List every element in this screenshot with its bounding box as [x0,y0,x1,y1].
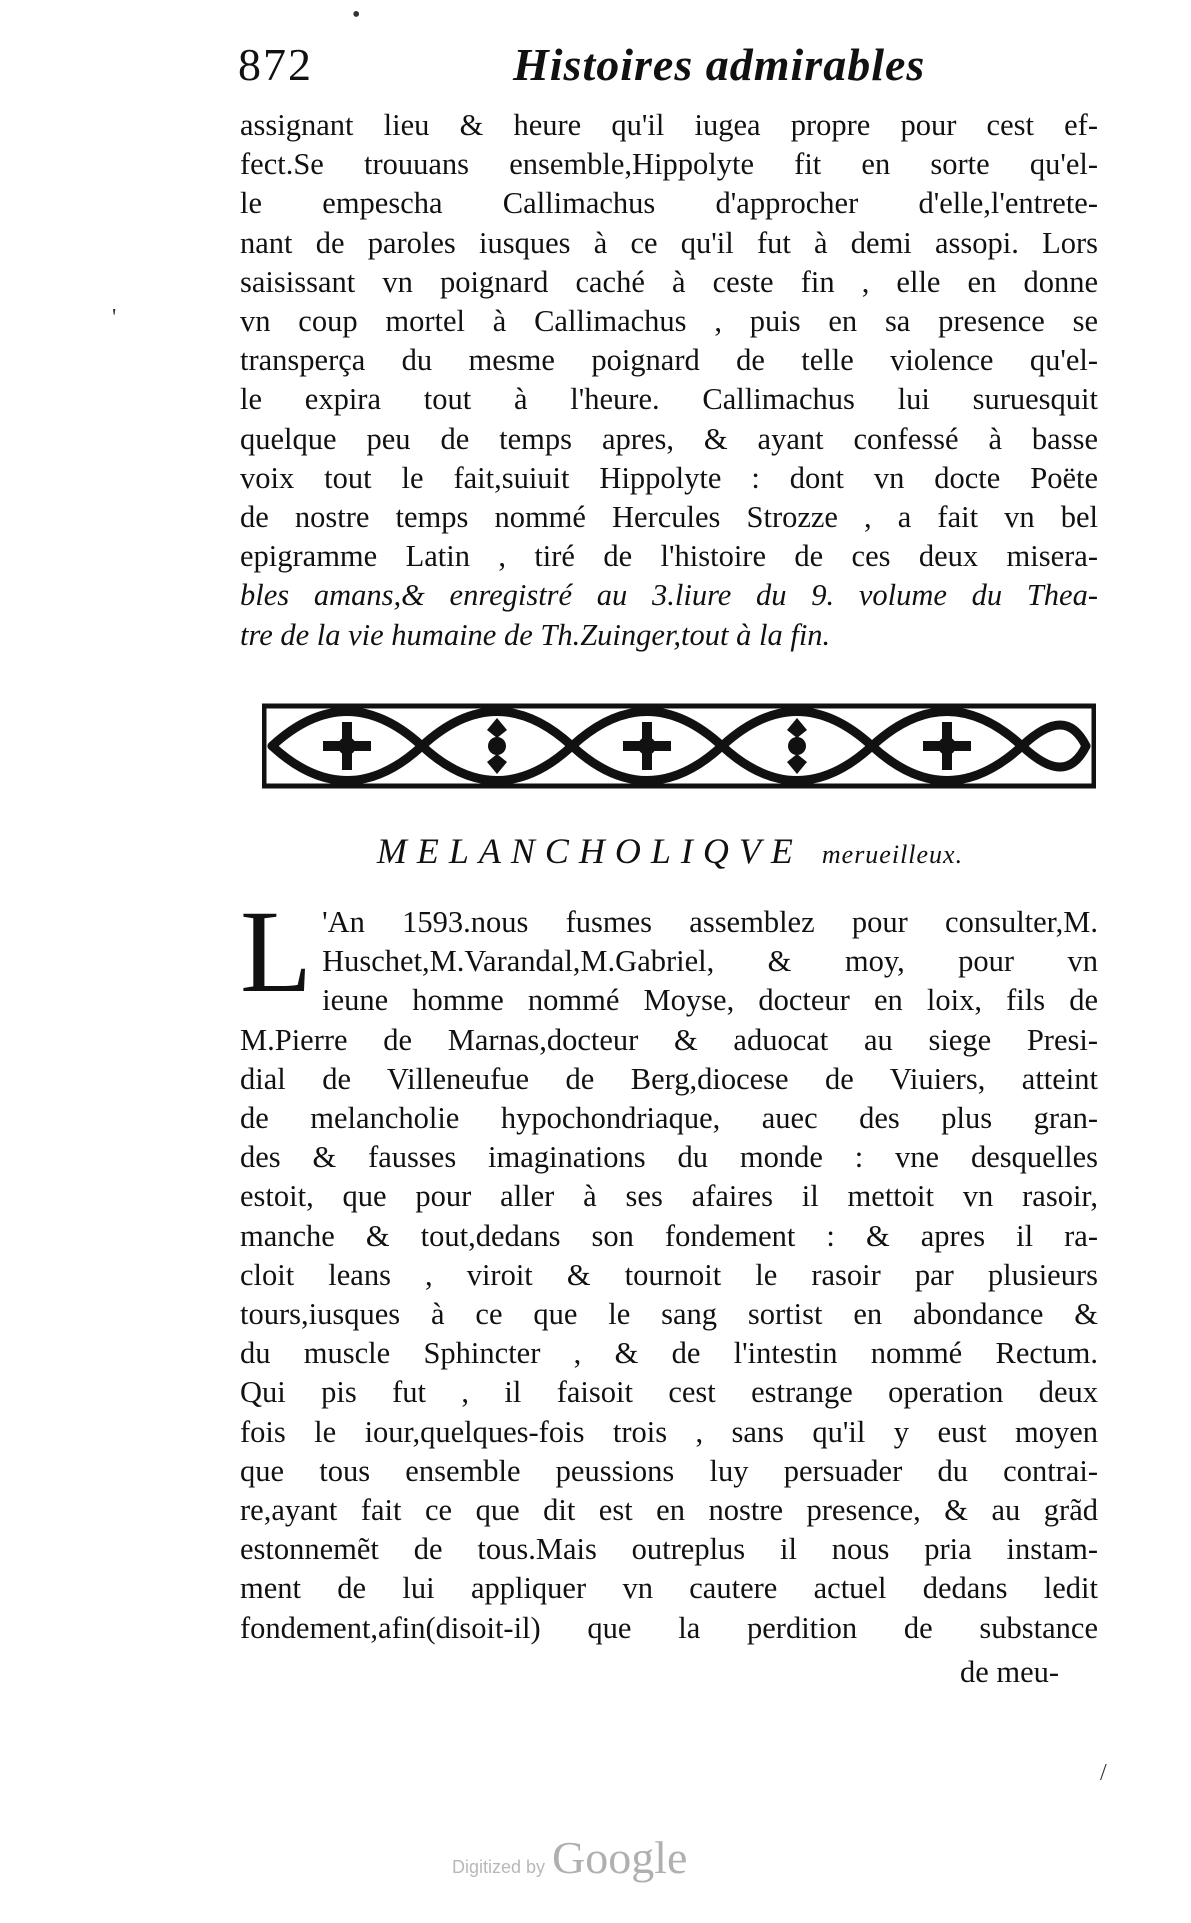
running-head [238,38,1098,108]
text-line: re,ayant fait ce que dit est en nostre presence, & au grãd [240,1493,1098,1528]
text-line: cloit leans , viroit & tournoit le rasoir par plusieurs [240,1257,1098,1292]
text-line: quelque peu de temps apres, & ayant confessé à basse [240,421,1098,456]
text-line: voix tout le fait,suiuit Hippolyte : dont vn docte Poëte [240,460,1098,495]
text-line: fondement,afin(disoit-il) que la perdition de substance [240,1610,1098,1645]
section-title [240,830,1100,872]
bottom-paragraph [240,886,1098,1648]
text-line: manche & tout,dedans son fondement : & apres il ra- [240,1218,1098,1253]
decorative-ornament-band [262,700,1096,792]
text-line: estonnemẽt de tous.Mais outreplus il nous pria instam- [240,1532,1098,1567]
scan-speck: / [1100,1760,1107,1786]
text-line: le expira tout à l'heure. Callimachus lui suruesquit [240,382,1098,417]
text-line: vn coup mortel à Callimachus , puis en sa presence se [240,304,1098,339]
scan-speck: • [352,2,361,28]
text-line: dial de Villeneufue de Berg,diocese de Viuiers, atteint [240,1061,1098,1096]
text-line: ment de lui appliquer vn cautere actuel dedans ledit [240,1571,1098,1606]
running-title: Histoires admirables [513,39,926,90]
text-line: ieune homme nommé Moyse, docteur en loix, fils de [322,983,1098,1018]
scan-speck: ' [112,305,117,331]
text-line: transperça du mesme poignard de telle violence qu'el- [240,343,1098,378]
text-line: fois le iour,quelques-fois trois , sans qu'il y eust moyen [240,1414,1098,1449]
text-line: de melancholie hypochondriaque, auec des plus gran- [240,1101,1098,1136]
text-line: 'An 1593.nous fusmes assemblez pour consulter,M. [322,905,1098,939]
catchword: de meu- [960,1655,1060,1689]
text-line: tre de la vie humaine de Th.Zuinger,tout à la fin. [240,617,831,652]
section-title-main: MELANCHOLIQVE [376,831,803,871]
text-line: du muscle Sphincter , & de l'intestin nommé Rectum. [240,1336,1098,1371]
text-line: Huschet,M.Varandal,M.Gabriel, & moy, pour vn [322,944,1098,979]
text-line: tours,iusques à ce que le sang sortist en abondance & [240,1297,1098,1332]
text-line: saisissant vn poignard caché à ceste fin , elle en donne [240,264,1098,299]
text-line: estoit, que pour aller à ses afaires il mettoit vn rasoir, [240,1179,1098,1214]
text-line: M.Pierre de Marnas,docteur & aduocat au siege Presi- [240,1022,1098,1057]
google-logo-text: Google [552,1832,688,1883]
top-paragraph [240,106,1098,655]
text-line: epigramme Latin , tiré de l'histoire de ces deux misera- [240,539,1098,574]
text-line: de nostre temps nommé Hercules Strozze , a fait vn bel [240,500,1098,535]
google-watermark [452,1832,752,1895]
section-subtitle: merueilleux. [821,840,964,869]
text-line: assignant lieu & heure qu'il iugea propre pour cest ef- [240,108,1098,142]
text-line: Qui pis fut , il faisoit cest estrange operation deux [240,1375,1098,1410]
text-line: nant de paroles iusques à ce qu'il fut à demi assopi. Lors [240,225,1098,260]
drop-cap: L [240,886,313,1017]
text-line: fect.Se trouuans ensemble,Hippolyte fit en sorte qu'el- [240,147,1098,182]
text-line: bles amans,& enregistré au 3.liure du 9. volume du Thea- [240,578,1098,613]
text-line: que tous ensemble peussions luy persuader du contrai- [240,1453,1098,1488]
watermark-prefix: Digitized by [452,1857,546,1877]
text-line: le empescha Callimachus d'approcher d'elle,l'entrete- [240,186,1098,221]
page-number: 872 [238,39,313,90]
text-line: des & fausses imaginations du monde : vne desquelles [240,1140,1098,1175]
